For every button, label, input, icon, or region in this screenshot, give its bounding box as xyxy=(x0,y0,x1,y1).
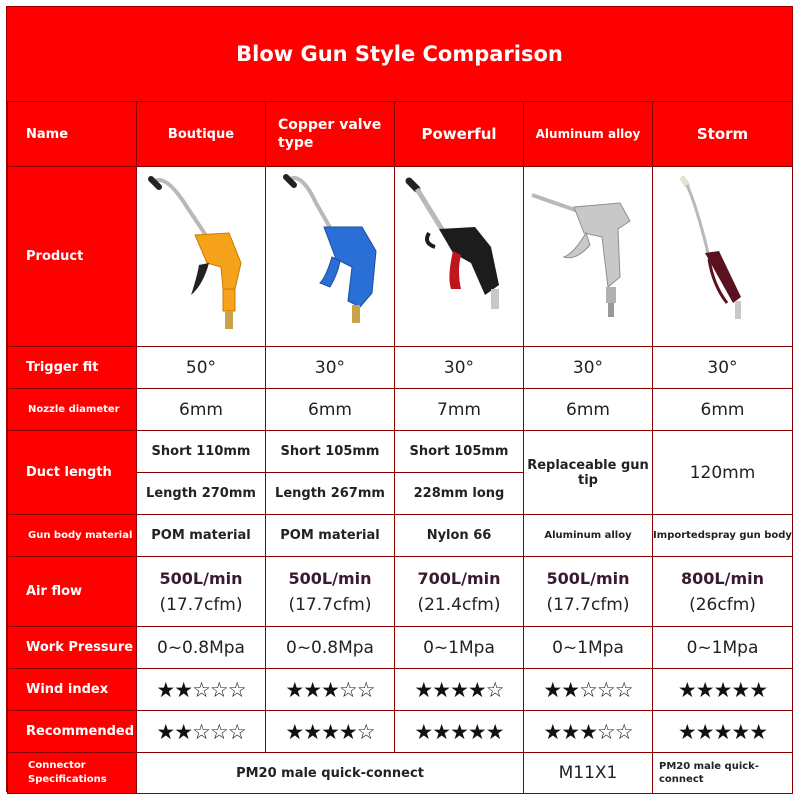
recommended-label: Recommended xyxy=(8,711,137,753)
duct-long-value: Length 267mm xyxy=(266,473,395,515)
name-label: Name xyxy=(8,102,137,167)
recommended-stars: ★★★★☆ xyxy=(266,711,395,753)
airflow-cell xyxy=(137,557,266,627)
copper-valve-gun-image xyxy=(266,167,395,347)
body-label: Gun body material xyxy=(8,515,137,557)
header-row xyxy=(8,102,793,167)
wind-row xyxy=(8,669,793,711)
duct-long-value: Length 270mm xyxy=(137,473,266,515)
comparison-sheet xyxy=(6,6,793,792)
wind-stars: ★★★★★ xyxy=(653,669,793,711)
airflow-label: Air flow xyxy=(8,557,137,627)
product-label: Product xyxy=(8,167,137,347)
nozzle-value: 6mm xyxy=(266,389,395,431)
airflow-value: 700L/min xyxy=(417,568,501,588)
recommended-stars: ★★★☆☆ xyxy=(524,711,653,753)
comparison-table xyxy=(7,101,793,794)
recommended-row xyxy=(8,711,793,753)
pressure-row xyxy=(8,627,793,669)
pressure-value: 0~1Mpa xyxy=(395,627,524,669)
airflow-cell xyxy=(395,557,524,627)
duct-storm-value: 120mm xyxy=(653,431,793,515)
duct-short-value: Short 105mm xyxy=(266,431,395,473)
nozzle-value: 6mm xyxy=(524,389,653,431)
wind-label: Wind index xyxy=(8,669,137,711)
wind-stars: ★★☆☆☆ xyxy=(524,669,653,711)
recommended-stars: ★★★★★ xyxy=(653,711,793,753)
powerful-gun-image xyxy=(395,167,524,347)
airflow-row xyxy=(8,557,793,627)
trigger-value: 50° xyxy=(137,347,266,389)
pressure-value: 0~0.8Mpa xyxy=(137,627,266,669)
nozzle-row xyxy=(8,389,793,431)
col-copper-valve: Copper valve type xyxy=(266,102,395,167)
col-powerful: Powerful xyxy=(395,102,524,167)
trigger-value: 30° xyxy=(524,347,653,389)
connector-common-value: PM20 male quick-connect xyxy=(137,753,524,794)
pressure-value: 0~1Mpa xyxy=(653,627,793,669)
wind-stars: ★★☆☆☆ xyxy=(137,669,266,711)
trigger-value: 30° xyxy=(266,347,395,389)
airflow-cfm: (21.4cfm) xyxy=(417,594,501,615)
page-title: Blow Gun Style Comparison xyxy=(7,7,792,102)
wind-stars: ★★★☆☆ xyxy=(266,669,395,711)
duct-short-value: Short 110mm xyxy=(137,431,266,473)
trigger-row xyxy=(8,347,793,389)
col-boutique: Boutique xyxy=(137,102,266,167)
recommended-stars: ★★★★★ xyxy=(395,711,524,753)
trigger-value: 30° xyxy=(653,347,793,389)
airflow-value: 800L/min xyxy=(681,568,764,588)
connector-storm-value: PM20 male quick-connect xyxy=(653,753,793,794)
airflow-cfm: (26cfm) xyxy=(689,594,756,615)
trigger-label: Trigger fit xyxy=(8,347,137,389)
trigger-value: 30° xyxy=(395,347,524,389)
connector-aluminum-value: M11X1 xyxy=(524,753,653,794)
duct-short-value: Short 105mm xyxy=(395,431,524,473)
body-value: POM material xyxy=(137,515,266,557)
airflow-cell xyxy=(266,557,395,627)
airflow-cell xyxy=(653,557,793,627)
nozzle-value: 7mm xyxy=(395,389,524,431)
body-value: POM material xyxy=(266,515,395,557)
nozzle-value: 6mm xyxy=(137,389,266,431)
airflow-value: 500L/min xyxy=(159,568,243,588)
airflow-cell xyxy=(524,557,653,627)
body-value: Aluminum alloy xyxy=(524,515,653,557)
duct-row-short xyxy=(8,431,793,473)
duct-aluminum-value: Replaceable gun tip xyxy=(524,431,653,515)
nozzle-label: Nozzle diameter xyxy=(8,389,137,431)
pressure-value: 0~0.8Mpa xyxy=(266,627,395,669)
duct-long-value: 228mm long xyxy=(395,473,524,515)
recommended-stars: ★★☆☆☆ xyxy=(137,711,266,753)
body-value: Nylon 66 xyxy=(395,515,524,557)
airflow-value: 500L/min xyxy=(546,568,630,588)
duct-label: Duct length xyxy=(8,431,137,515)
product-row xyxy=(8,167,793,347)
pressure-value: 0~1Mpa xyxy=(524,627,653,669)
airflow-cfm: (17.7cfm) xyxy=(159,594,243,615)
aluminum-gun-image xyxy=(524,167,653,347)
body-value: Importedspray gun body xyxy=(653,515,793,557)
col-aluminum: Aluminum alloy xyxy=(524,102,653,167)
airflow-cfm: (17.7cfm) xyxy=(288,594,372,615)
connector-label: Connector Specifications xyxy=(8,753,137,794)
wind-stars: ★★★★☆ xyxy=(395,669,524,711)
airflow-value: 500L/min xyxy=(288,568,372,588)
airflow-cfm: (17.7cfm) xyxy=(546,594,630,615)
nozzle-value: 6mm xyxy=(653,389,793,431)
connector-row xyxy=(8,753,793,794)
boutique-gun-image xyxy=(137,167,266,347)
col-storm: Storm xyxy=(653,102,793,167)
body-row xyxy=(8,515,793,557)
pressure-label: Work Pressure xyxy=(8,627,137,669)
storm-gun-image xyxy=(653,167,793,347)
